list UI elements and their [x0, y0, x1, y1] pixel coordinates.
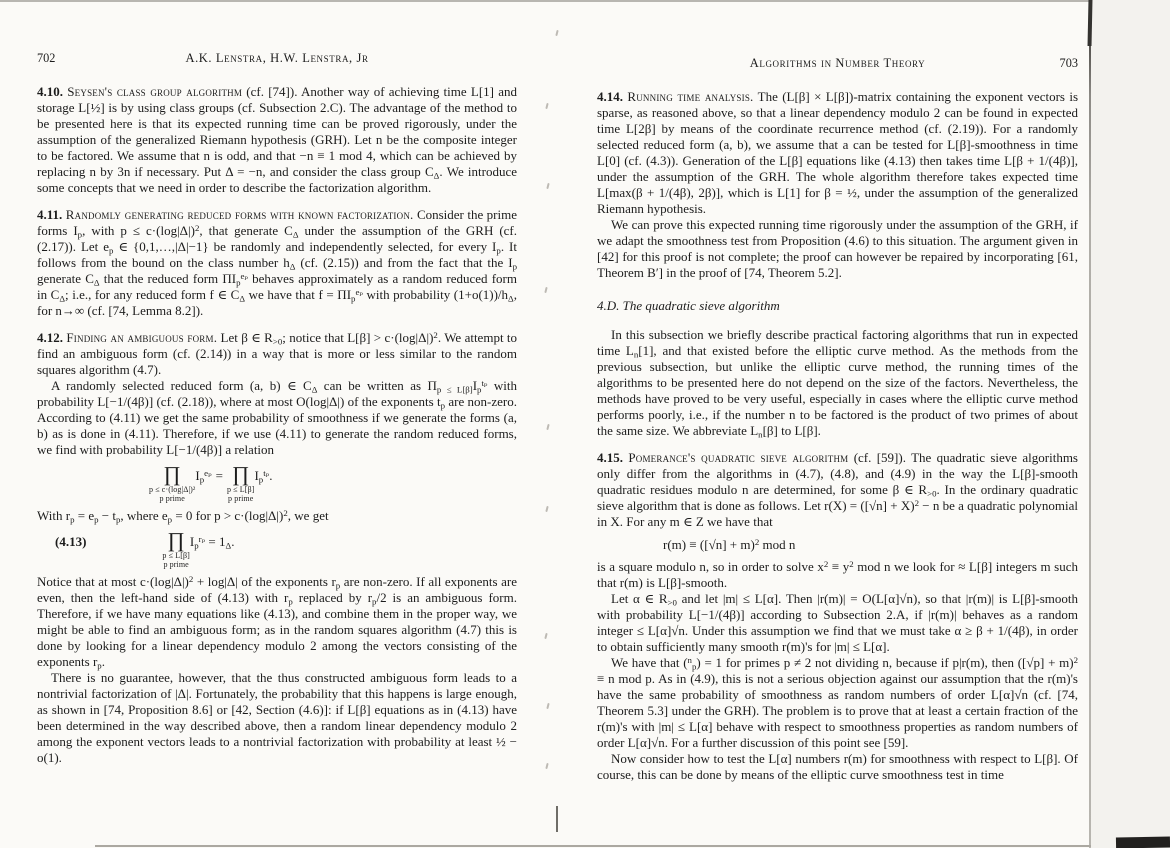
- product-limit: p ≤ L[β]: [162, 551, 190, 560]
- section-heading: Running time analysis.: [627, 89, 754, 104]
- page-number-right: 703: [1059, 56, 1078, 70]
- section-4-15: [597, 450, 1078, 530]
- product-limit: p prime: [228, 494, 254, 503]
- scan-tick: [545, 103, 548, 109]
- equation-expression: $I_p^{r_p} = 1_\Delta$.: [189, 533, 235, 551]
- product-operator: ∏ p ≤ c·(log|Δ|)² p prime: [149, 462, 196, 503]
- scan-page-edge-margin: [1091, 0, 1170, 848]
- equation-rm: $r(m) \equiv ([√n] + m)^2$ mod n: [663, 536, 796, 552]
- section-4-10: [37, 84, 517, 196]
- section-body: Let β ∈ $R_{>0}$; notice that $L[\beta] > c\cdot(\log|\Delta|)^2$. We attempt to find an ambiguous form (cf. (2.14)) in a way that is more or less similar to the random squares algorithm (4.7).: [37, 329, 518, 377]
- section-label: 4.12.: [37, 330, 63, 345]
- left-page: [37, 50, 517, 766]
- paragraph-now: Now consider how to test the L[α] numbers r(m) for smoothness with respect to L[β]. Of course, this can be done by means of the elliptic curve smoothness test in time: [597, 751, 1078, 782]
- paragraph-alpha: Let α ∈ $R_{>0}$ and let |m| ≤ L[α]. Then |r(m)| = O(L[α]√n), so that |r(m)| is L[β]-smooth with probability L[−1/(4β)] according to Subsection 2.A, if |r(m)| behaves as a random integer ≤ L[α]√n. Under this assumption we find that we must take α ≥ β + 1/(4β), in order to obtain sufficiently many smooth r(m)'s for |m| ≤ L[α].: [597, 591, 1078, 654]
- section-4-14: [597, 89, 1078, 217]
- equation-4-13: [37, 530, 517, 569]
- scan-tick: [546, 703, 549, 709]
- section-label: 4.15.: [597, 450, 623, 465]
- paragraph-prove: We can prove this expected running time rigorously under the assumption of the GRH, if we adapt the smoothness test from Proposition (4.6) to this situation. The argument given in [42] for this proof is not complete; the proof can however be repaired by incorporating [61, Theorem B′] in the proof of [74, Theorem 5.2].: [597, 217, 1078, 280]
- section-4-11: [37, 207, 517, 319]
- running-head-title: Algorithms in Number Theory: [749, 56, 926, 70]
- section-heading: Finding an ambiguous form.: [66, 330, 218, 345]
- scan-top-edge-line: [0, 0, 1092, 2]
- equation-number: (4.13): [55, 534, 87, 549]
- scan-tick: [545, 763, 548, 769]
- product-operator: ∏ p ≤ L[β] p prime: [226, 462, 255, 503]
- section-label: 4.14.: [597, 89, 623, 104]
- product-limit: p prime: [159, 494, 185, 503]
- product-operator: ∏ p ≤ L[β] p prime: [162, 528, 190, 569]
- product-limit: p prime: [163, 560, 189, 569]
- section-label: 4.11.: [37, 207, 63, 222]
- scan-bottom-edge-line: [95, 845, 1091, 847]
- section-heading: Seysen's class group algorithm: [67, 84, 243, 99]
- scan-gutter-mark: [556, 806, 558, 832]
- paragraph-notice: Notice that at most $c\cdot(\log|\Delta|)^2 + \log|\Delta|$ of the exponents $r_p$ are non-zero. If all exponents are even, then the left-hand side of (4.13) with $r_p$ replaced by $r_p/2$ is an ambiguous form. Therefore, if we have many equations like (4.13), and combine them in the proper way, we might be able to find an ambiguous form; as in the random squares algorithm (4.7) this is done by looking for a linear dependency modulo 2 among the vectors consisting of the exponents $r_p$.: [37, 573, 517, 671]
- scan-tick: [546, 183, 549, 189]
- right-page: [597, 55, 1078, 783]
- scan-bottom-right-shadow: [1116, 837, 1170, 848]
- section-body: (cf. [74]). Another way of achieving time L[1] and storage L[½] is by using class groups (cf. Subsection 2.C). The advantage of the method to be presented here is that its expected running time can be proved rigorously, under the assumption of the generalized Riemann hypothesis (GRH). Let n be the composite integer to be factored. We assume that n is odd, and that −n ≡ 1 mod 4, which can be achieved by replacing n by 3n if necessary. Put Δ = −n, and consider the class group $C_\Delta$. We introduce some concepts that we need in order to describe the factorization algorithm.: [37, 84, 518, 195]
- paragraph-random-form: A randomly selected reduced form (a, b) ∈ $C_\Delta$ can be written as $\Pi_{p \le L[\beta]}I_p^{t_p}$ with probability L[−1/(4β)] (cf. (2.18)), where at most O(log|Δ|) of the exponents $t_p$ are non-zero. According to (4.11) we get the same probability of smoothness if we generate the forms (a, b) as is done in (4.11). Therefore, if we use (4.11) to generate the random reduced forms, we find with probability L[−1/(4β)] a relation: [37, 377, 517, 457]
- equation-lhs: $I_p^{e_p}$: [195, 467, 212, 485]
- product-limit: p ≤ L[β]: [226, 485, 255, 494]
- equation-rhs: $I_p^{t_p}$.: [254, 467, 273, 485]
- equals-sign: =: [215, 468, 223, 483]
- section-heading: Randomly generating reduced forms with known factorization.: [65, 207, 414, 222]
- left-running-head: [37, 50, 517, 66]
- page-number-left: 702: [37, 51, 56, 65]
- section-heading: Pomerance's quadratic sieve algorithm: [628, 450, 849, 465]
- paragraph-guarantee: There is no guarantee, however, that the thus constructed ambiguous form leads to a nontrivial factorization of |Δ|. Fortunately, the probability that this happens is large enough, as shown in [74, Proposition 8.6] or [42, Section (4.6)]: if L[β] equations as in (4.13) have been determined in the way described above, then a random linear dependency modulo 2 among the exponent vectors leads to a nontrivial factorization with probability at least ½ − o(1).: [37, 670, 517, 765]
- scan-tick: [544, 287, 547, 293]
- section-label: 4.10.: [37, 84, 63, 99]
- paragraph-with-rp: With $r_p = e_p - t_p$, where $e_p = 0$ for $p > c\cdot(\log|\Delta|)^2$, we get: [37, 507, 329, 525]
- scan-tick: [545, 506, 548, 512]
- section-body: The (L[β] × L[β])-matrix containing the exponent vectors is sparse, as reasoned above, so that a linear dependency modulo 2 can be found in expected time L[2β] by means of the coordinate recurrence method (cf. (2.19)). For a randomly selected reduced form (a, b), we assume that a can be tested for L[β]-smoothness in time L[0] (cf. (4.3)). Generation of the L[β] equations like (4.13) then takes time L[β + 1/(4β)], under the assumption of the GRH. The whole algorithm therefore takes expected time L[max(β + 1/(4β), 2β)], which is L[1] for β = ½, under the assumption of the generalized Riemann hypothesis.: [597, 89, 1078, 216]
- displayed-equation-products: [149, 464, 517, 503]
- paragraph-legendre: We have that ($^n_p$) = 1 for primes p ≠ 2 not dividing n, because if p|r(m), then $([√p] + m)^2 \equiv n$ mod p. As in (4.9), this is not a serious objection against our assumption that the r(m)'s have the same probability of smoothness as random numbers of order L[α]√n (cf. [74, Theorem 5.3] under the GRH). The problem is to prove that at least a certain fraction of the r(m)'s with |m| ≤ L[α] behave with respect to smoothness properties as random numbers of order L[α]√n. For a further discussion of this point see [59].: [597, 654, 1078, 750]
- scan-page-edge-line: [1089, 0, 1091, 848]
- scan-tick: [555, 30, 558, 36]
- section-4-12: [37, 330, 517, 378]
- scan-tick: [546, 424, 549, 430]
- section-body: Consider the prime forms $I_p$, with $p \le c\cdot(\log|\Delta|)^2$, that generate $C_\Delta$ under the assumption of the GRH (cf. (2.17)). Let $e_p$ ∈ {0,1,…,|Δ|−1} be randomly and independently selected, for every $I_p$. It follows from the bound on the class number $h_\Delta$ (cf. (2.15)) and from the fact that the $I_p$ generate $C_\Delta$ that the reduced form $\Pi I_p^{e_p}$ behaves approximately as a random reduced form in $C_\Delta$; i.e., for any reduced form f ∈ $C_\Delta$ we have that $f = \Pi I_p^{e_p}$ with probability $(1+o(1))/h_\Delta$, for n→∞ (cf. [74, Lemma 8.2]).: [37, 207, 518, 318]
- product-limit: p ≤ c·(log|Δ|)²: [149, 485, 196, 494]
- right-running-head: [597, 55, 1078, 71]
- paragraph-intro: In this subsection we briefly describe practical factoring algorithms that run in expected time $L_n[1]$, and that existed before the elliptic curve method. As the methods from the previous subsection, but unlike the elliptic curve method, the running times of the algorithms to be presented here do not depend on the size of the factors. Nevertheless, the methods have proved to be very useful, especially in cases where the elliptic curve method performs poorly, i.e., if the number n to be factored is the product of two primes of about the same size. We abbreviate $L_n[\beta]$ to L[β].: [597, 327, 1078, 440]
- paragraph-square: is a square modulo n, so in order to solve $x^2 \equiv y^2$ mod n we look for ≈ L[β] integers m such that r(m) is L[β]-smooth.: [597, 558, 1078, 590]
- running-head-authors: A.K. Lenstra, H.W. Lenstra, Jr: [185, 51, 369, 65]
- subsection-heading-4D: 4.D. The quadratic sieve algorithm: [597, 298, 780, 313]
- section-body: (cf. [59]). The quadratic sieve algorithms only differ from the algorithms in (4.7), (4.8), and (4.9) in the way the L[β]-smooth quadratic residues modulo n are determined, for some β ∈ $R_{>0}$. In the ordinary quadratic sieve algorithm that is done as follows. Let $r(X) = ([√n] + X)^2 - n$ be a quadratic polynomial in X. For any m ∈ Z we have that: [597, 450, 1078, 529]
- scan-tick: [544, 633, 547, 639]
